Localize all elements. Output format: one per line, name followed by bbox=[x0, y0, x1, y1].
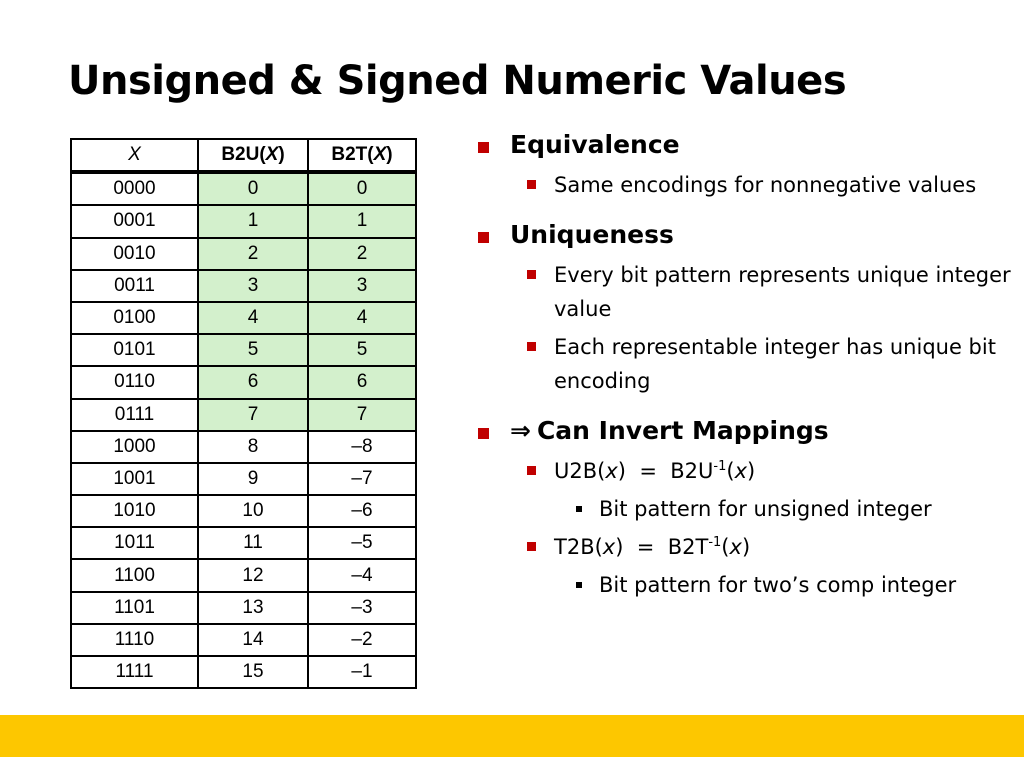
square-bullet-icon bbox=[527, 180, 536, 189]
cell-twos-comp: 4 bbox=[308, 302, 416, 334]
cell-bits: 0111 bbox=[71, 399, 198, 431]
cell-unsigned: 14 bbox=[198, 624, 308, 656]
bullet-same-encodings: Same encodings for nonnegative values bbox=[472, 168, 1012, 202]
cell-unsigned: 2 bbox=[198, 238, 308, 270]
bullet-list bbox=[472, 126, 1012, 602]
cell-unsigned: 0 bbox=[198, 172, 308, 205]
cell-bits: 0101 bbox=[71, 334, 198, 366]
table-row bbox=[71, 559, 416, 591]
cell-bits: 1011 bbox=[71, 527, 198, 559]
table-header-row bbox=[71, 139, 416, 172]
table-row bbox=[71, 399, 416, 431]
table-row bbox=[71, 656, 416, 688]
cell-unsigned: 15 bbox=[198, 656, 308, 688]
cell-twos-comp: –2 bbox=[308, 624, 416, 656]
cell-bits: 0100 bbox=[71, 302, 198, 334]
table-row bbox=[71, 495, 416, 527]
cell-bits: 0000 bbox=[71, 172, 198, 205]
table-row bbox=[71, 334, 416, 366]
table-row bbox=[71, 624, 416, 656]
cell-bits: 0011 bbox=[71, 270, 198, 302]
cell-twos-comp: 7 bbox=[308, 399, 416, 431]
table-row bbox=[71, 172, 416, 205]
bullet-u2b-formula: $U2B(x) = B2U^{-1}(x)$ bbox=[472, 454, 1012, 488]
cell-twos-comp: 5 bbox=[308, 334, 416, 366]
cell-bits: 1110 bbox=[71, 624, 198, 656]
table-row bbox=[71, 592, 416, 624]
square-bullet-icon bbox=[527, 270, 536, 279]
table-body bbox=[71, 172, 416, 688]
header-b2t: B2T(X) bbox=[308, 139, 416, 172]
cell-unsigned: 5 bbox=[198, 334, 308, 366]
bullet-t2b-formula: $T2B(x) = B2T^{-1}(x)$ bbox=[472, 530, 1012, 564]
table-row bbox=[71, 302, 416, 334]
cell-twos-comp: –8 bbox=[308, 431, 416, 463]
cell-unsigned: 10 bbox=[198, 495, 308, 527]
cell-unsigned: 6 bbox=[198, 366, 308, 398]
small-square-bullet-icon bbox=[576, 506, 582, 512]
cell-twos-comp: –5 bbox=[308, 527, 416, 559]
square-bullet-icon bbox=[527, 342, 536, 351]
table-row bbox=[71, 527, 416, 559]
cell-bits: 1101 bbox=[71, 592, 198, 624]
cell-unsigned: 3 bbox=[198, 270, 308, 302]
bullet-u2b-desc: Bit pattern for unsigned integer bbox=[472, 492, 1012, 526]
cell-unsigned: 9 bbox=[198, 463, 308, 495]
cell-twos-comp: –7 bbox=[308, 463, 416, 495]
encoding-table bbox=[70, 138, 417, 689]
cell-bits: 0110 bbox=[71, 366, 198, 398]
cell-unsigned: 13 bbox=[198, 592, 308, 624]
cell-unsigned: 8 bbox=[198, 431, 308, 463]
cell-unsigned: 4 bbox=[198, 302, 308, 334]
bullet-each-integer: Each representable integer has unique bit encoding bbox=[472, 330, 1012, 398]
cell-bits: 0010 bbox=[71, 238, 198, 270]
header-b2u: B2U(X) bbox=[198, 139, 308, 172]
table-row bbox=[71, 463, 416, 495]
cell-bits: 0001 bbox=[71, 205, 198, 237]
cell-twos-comp: 3 bbox=[308, 270, 416, 302]
cell-unsigned: 11 bbox=[198, 527, 308, 559]
square-bullet-icon bbox=[527, 466, 536, 475]
footer-bar bbox=[0, 715, 1024, 757]
bullet-every-bit-pattern: Every bit pattern represents unique integer value bbox=[472, 258, 1012, 326]
table-row bbox=[71, 431, 416, 463]
table-row bbox=[71, 270, 416, 302]
table-row bbox=[71, 205, 416, 237]
cell-bits: 1000 bbox=[71, 431, 198, 463]
bullet-t2b-desc: Bit pattern for two’s comp integer bbox=[472, 568, 1012, 602]
bullet-equivalence: Equivalence bbox=[472, 126, 1012, 164]
square-bullet-icon bbox=[478, 232, 489, 243]
table-row bbox=[71, 366, 416, 398]
cell-bits: 1100 bbox=[71, 559, 198, 591]
header-x: X bbox=[71, 139, 198, 172]
small-square-bullet-icon bbox=[576, 582, 582, 588]
slide-title: Unsigned & Signed Numeric Values bbox=[68, 58, 847, 104]
cell-bits: 1010 bbox=[71, 495, 198, 527]
cell-twos-comp: –1 bbox=[308, 656, 416, 688]
table-row bbox=[71, 238, 416, 270]
square-bullet-icon bbox=[478, 142, 489, 153]
cell-bits: 1001 bbox=[71, 463, 198, 495]
implies-arrow-icon: ⇒ bbox=[510, 416, 531, 445]
cell-twos-comp: –4 bbox=[308, 559, 416, 591]
cell-twos-comp: 1 bbox=[308, 205, 416, 237]
square-bullet-icon bbox=[527, 542, 536, 551]
cell-twos-comp: 0 bbox=[308, 172, 416, 205]
square-bullet-icon bbox=[478, 428, 489, 439]
bullet-invert-mappings: ⇒ Can Invert Mappings bbox=[472, 412, 1012, 450]
cell-twos-comp: –3 bbox=[308, 592, 416, 624]
cell-unsigned: 1 bbox=[198, 205, 308, 237]
cell-twos-comp: 2 bbox=[308, 238, 416, 270]
bullet-uniqueness: Uniqueness bbox=[472, 216, 1012, 254]
cell-twos-comp: –6 bbox=[308, 495, 416, 527]
cell-bits: 1111 bbox=[71, 656, 198, 688]
cell-unsigned: 7 bbox=[198, 399, 308, 431]
cell-twos-comp: 6 bbox=[308, 366, 416, 398]
cell-unsigned: 12 bbox=[198, 559, 308, 591]
